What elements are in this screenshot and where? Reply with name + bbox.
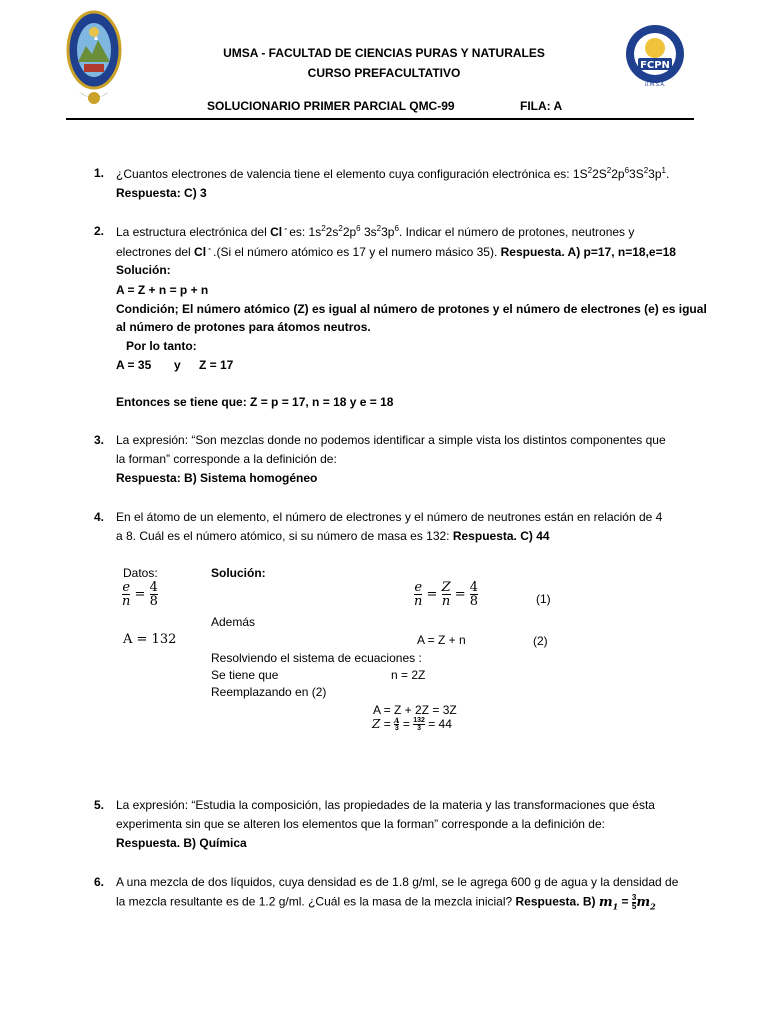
q3-line1: La expresión: “Son mezclas donde no podemos identificar a simple vista los distintos componentes que — [116, 433, 666, 447]
page-title: SOLUCIONARIO PRIMER PARCIAL QMC-99 — [207, 99, 455, 113]
q4-tag-2: (2) — [533, 634, 548, 648]
fcpn-logo-sub: U.M.S.A. — [644, 82, 666, 88]
q4-number: 4. — [94, 510, 105, 524]
header-line2: CURSO PREFACULTATIVO — [307, 66, 461, 80]
q2-line1: La estructura electrónica del Cl - es: $1s^22s^22p^6$ $3s^23p^6$. Indicar el número de protones, neutrones y — [116, 224, 635, 239]
q5-line1: La expresión: “Estudia la composición, las propiedades de la materia y las transformaciones que ésta — [116, 798, 655, 812]
q4-line2: a 8. Cuál es el número atómico, si su número de masa es 132: Respuesta. C) 44 — [116, 529, 550, 543]
q2-condition-1: Condición; El número atómico (Z) es igual al número de protones y el número de electrones (e) es igual — [116, 302, 707, 316]
q2-a-value: A = 35 — [116, 358, 152, 372]
q6-number: 6. — [94, 875, 105, 889]
q1-number: 1. — [94, 166, 105, 180]
q2-final: Entonces se tiene que: Z = p = 17, n = 18 y e = 18 — [116, 395, 394, 409]
fila-label: FILA: A — [520, 99, 563, 113]
q4-data-label: Datos: — [123, 566, 158, 580]
q4-azn: A = Z + n — [417, 633, 466, 647]
q4-se-tiene: Se tiene que — [211, 668, 279, 682]
q1-answer: Respuesta: C) 3 — [116, 186, 207, 200]
q6-line2: la mezcla resultante es de 1.2 g/ml. ¿Cuál es la masa de la mezcla inicial? Respuesta. B) $m_1$ = $\frac{3}{5}$ $m_2$ — [116, 893, 656, 912]
q2-equation: A = Z + n = p + n — [116, 283, 209, 297]
q4-replacing: Reemplazando en (2) — [211, 685, 327, 699]
q4-ratio-solution: $\frac{e}{n}$ = $\frac{Z}{n}$ = $\frac{4}{8}$ — [414, 580, 479, 609]
q2-solution-label: Solución: — [116, 263, 171, 277]
q4-line1: En el átomo de un elemento, el número de electrones y el número de neutrones están en relación de 4 — [116, 510, 663, 524]
q2-therefore: Por lo tanto: — [126, 339, 197, 353]
q4-a-3z: A = Z + 2Z = 3Z — [373, 703, 457, 717]
q4-n-2z: n = 2Z — [391, 668, 426, 682]
q2-number: 2. — [94, 224, 105, 238]
q2-and: y — [174, 358, 181, 372]
q4-z-result: Z = $\frac{A}{3}$ = $\frac{132}{3}$ = 44 — [372, 716, 452, 733]
q3-answer: Respuesta: B) Sistema homogéneo — [116, 471, 318, 485]
umsa-logo — [66, 10, 122, 106]
q4-solution-label: Solución: — [211, 566, 266, 580]
q4-tag-1: (1) — [536, 592, 551, 606]
q4-ademas: Además — [211, 615, 256, 629]
q5-number: 5. — [94, 798, 105, 812]
q2-condition-2: al número de protones para átomos neutros. — [116, 320, 371, 334]
q2-z-value: Z = 17 — [199, 358, 234, 372]
q4-resolving: Resolviendo el sistema de ecuaciones : — [211, 651, 422, 665]
fcpn-logo — [618, 24, 692, 88]
q3-line2: la forman” corresponde a la definición de: — [116, 452, 337, 466]
q4-ratio-data: $\frac{e}{n}$ = $\frac{4}{8}$ — [122, 580, 158, 609]
header-line1: UMSA - FACULTAD DE CIENCIAS PURAS Y NATURALES — [223, 46, 545, 60]
fcpn-logo-text: FCPN — [640, 60, 670, 71]
q2-line2: electrones del Cl - .(Si el número atómico es 17 y el numero másico 35). Respuesta. A) p=17, n=18,e=18 — [116, 244, 676, 259]
q3-number: 3. — [94, 433, 105, 447]
q5-answer: Respuesta. B) Química — [116, 836, 247, 850]
q5-line2: experimenta sin que se alteren los elementos que la forman” corresponde a la definición de: — [116, 817, 605, 831]
q4-mass-number: A = 132 — [123, 632, 177, 647]
q1-text: ¿Cuantos electrones de valencia tiene el elemento cuya configuración electrónica es: $1S^22S^22p^63S^23p^1$. — [116, 166, 670, 181]
q6-line1: A una mezcla de dos líquidos, cuya densidad es de 1.8 g/ml, se le agrega 600 g de agua y la densidad de — [116, 875, 679, 889]
header-divider — [66, 118, 694, 120]
